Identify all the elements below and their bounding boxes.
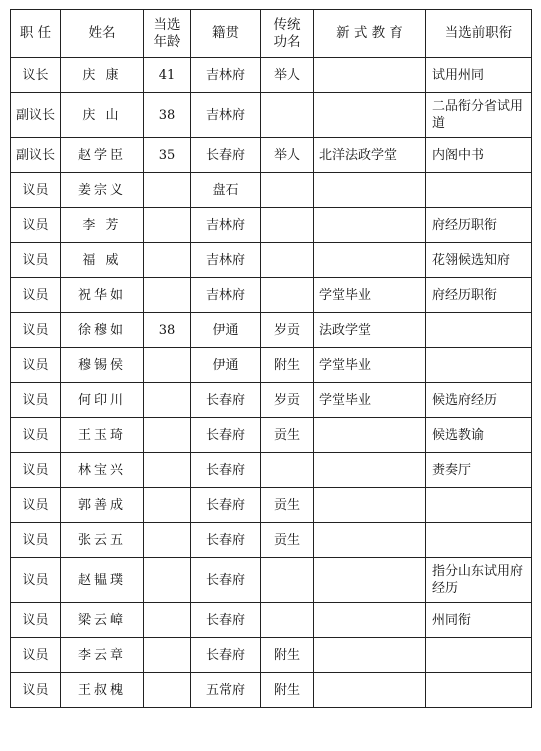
cell-previous-post [426, 488, 532, 523]
cell-native-place: 吉林府 [191, 208, 261, 243]
table-row [11, 558, 532, 603]
header-native-place: 籍贯 [191, 10, 261, 58]
cell-name: 王玉琦 [61, 418, 144, 453]
cell-education [314, 243, 426, 278]
cell-native-place: 吉林府 [191, 93, 261, 138]
cell-name: 李云章 [61, 638, 144, 673]
cell-traditional [261, 603, 314, 638]
cell-position: 议员 [11, 173, 61, 208]
cell-age [144, 243, 191, 278]
table-row [11, 673, 532, 708]
cell-previous-post: 府经历职衔 [426, 208, 532, 243]
cell-education [314, 638, 426, 673]
cell-education [314, 58, 426, 93]
cell-native-place: 长春府 [191, 603, 261, 638]
cell-previous-post: 试用州同 [426, 58, 532, 93]
table-row [11, 638, 532, 673]
table-row [11, 523, 532, 558]
cell-age: 38 [144, 93, 191, 138]
table-row [11, 383, 532, 418]
cell-native-place: 长春府 [191, 523, 261, 558]
cell-traditional: 贡生 [261, 488, 314, 523]
cell-traditional: 附生 [261, 348, 314, 383]
table-row [11, 453, 532, 488]
cell-education [314, 523, 426, 558]
table-row [11, 488, 532, 523]
cell-age [144, 638, 191, 673]
cell-traditional: 举人 [261, 138, 314, 173]
cell-education [314, 603, 426, 638]
cell-native-place: 伊通 [191, 313, 261, 348]
cell-age [144, 488, 191, 523]
table-body [11, 58, 532, 708]
cell-name: 梁云嶂 [61, 603, 144, 638]
header-name: 姓名 [61, 10, 144, 58]
cell-previous-post: 赉奏厅 [426, 453, 532, 488]
cell-position: 议员 [11, 243, 61, 278]
cell-native-place: 伊通 [191, 348, 261, 383]
cell-age [144, 673, 191, 708]
cell-name: 张云五 [61, 523, 144, 558]
cell-age [144, 383, 191, 418]
cell-position: 议长 [11, 58, 61, 93]
cell-native-place: 吉林府 [191, 278, 261, 313]
cell-education: 北洋法政学堂 [314, 138, 426, 173]
cell-name: 林宝兴 [61, 453, 144, 488]
header-traditional-line1: 传统 [273, 16, 301, 33]
cell-traditional [261, 208, 314, 243]
cell-traditional: 岁贡 [261, 313, 314, 348]
cell-name: 庆 康 [61, 58, 144, 93]
table-row [11, 58, 532, 93]
cell-native-place: 长春府 [191, 383, 261, 418]
cell-position: 议员 [11, 523, 61, 558]
cell-name: 李 芳 [61, 208, 144, 243]
cell-age [144, 348, 191, 383]
cell-age [144, 173, 191, 208]
cell-education [314, 173, 426, 208]
cell-position: 议员 [11, 383, 61, 418]
cell-age [144, 418, 191, 453]
cell-position: 议员 [11, 558, 61, 603]
cell-previous-post: 候选府经历 [426, 383, 532, 418]
cell-previous-post: 候选教谕 [426, 418, 532, 453]
cell-traditional: 附生 [261, 673, 314, 708]
cell-previous-post: 府经历职衔 [426, 278, 532, 313]
cell-traditional [261, 558, 314, 603]
cell-traditional: 附生 [261, 638, 314, 673]
table-row [11, 313, 532, 348]
cell-age: 38 [144, 313, 191, 348]
cell-native-place: 长春府 [191, 138, 261, 173]
cell-previous-post: 花翎候选知府 [426, 243, 532, 278]
cell-previous-post [426, 523, 532, 558]
header-traditional [261, 10, 314, 58]
cell-traditional: 贡生 [261, 523, 314, 558]
cell-name: 姜宗义 [61, 173, 144, 208]
cell-name: 郭善成 [61, 488, 144, 523]
cell-previous-post: 州同衔 [426, 603, 532, 638]
cell-education [314, 488, 426, 523]
cell-name: 庆 山 [61, 93, 144, 138]
cell-previous-post [426, 638, 532, 673]
header-previous-post: 当选前职衔 [426, 10, 532, 58]
cell-education [314, 208, 426, 243]
cell-name: 祝华如 [61, 278, 144, 313]
cell-previous-post: 指分山东试用府经历 [426, 558, 532, 603]
cell-previous-post [426, 673, 532, 708]
table-row [11, 138, 532, 173]
cell-native-place: 长春府 [191, 638, 261, 673]
cell-name: 穆锡侯 [61, 348, 144, 383]
cell-name: 徐穆如 [61, 313, 144, 348]
cell-traditional [261, 93, 314, 138]
header-position: 职 任 [11, 10, 61, 58]
cell-position: 议员 [11, 638, 61, 673]
cell-traditional [261, 173, 314, 208]
cell-name: 何印川 [61, 383, 144, 418]
cell-native-place: 长春府 [191, 418, 261, 453]
cell-name: 王叔槐 [61, 673, 144, 708]
cell-education [314, 558, 426, 603]
cell-position: 副议长 [11, 93, 61, 138]
cell-name: 福 威 [61, 243, 144, 278]
cell-previous-post: 内阁中书 [426, 138, 532, 173]
header-age [144, 10, 191, 58]
cell-position: 议员 [11, 418, 61, 453]
header-row [11, 10, 532, 58]
cell-previous-post [426, 348, 532, 383]
cell-position: 副议长 [11, 138, 61, 173]
cell-native-place: 吉林府 [191, 243, 261, 278]
assembly-members-table [10, 9, 532, 708]
cell-previous-post [426, 173, 532, 208]
header-new-education: 新 式 教 育 [314, 10, 426, 58]
cell-traditional: 贡生 [261, 418, 314, 453]
header-age-line1: 当选 [153, 16, 181, 33]
cell-position: 议员 [11, 348, 61, 383]
table-container [10, 9, 532, 708]
header-age-line2: 年龄 [153, 33, 181, 50]
table-row [11, 173, 532, 208]
cell-name: 赵学臣 [61, 138, 144, 173]
cell-previous-post: 二品衔分省试用道 [426, 93, 532, 138]
header-traditional-line2: 功名 [273, 33, 301, 50]
cell-native-place: 长春府 [191, 453, 261, 488]
cell-education [314, 418, 426, 453]
table-row [11, 208, 532, 243]
cell-position: 议员 [11, 278, 61, 313]
cell-position: 议员 [11, 488, 61, 523]
cell-education: 学堂毕业 [314, 348, 426, 383]
table-row [11, 243, 532, 278]
cell-traditional [261, 243, 314, 278]
cell-native-place: 长春府 [191, 558, 261, 603]
cell-native-place: 盘石 [191, 173, 261, 208]
table-row [11, 603, 532, 638]
table-row [11, 348, 532, 383]
cell-native-place: 五常府 [191, 673, 261, 708]
cell-traditional: 岁贡 [261, 383, 314, 418]
cell-traditional [261, 453, 314, 488]
cell-education [314, 93, 426, 138]
cell-age [144, 208, 191, 243]
table-row [11, 93, 532, 138]
cell-age [144, 278, 191, 313]
cell-age [144, 603, 191, 638]
cell-name: 赵韫璞 [61, 558, 144, 603]
cell-education [314, 673, 426, 708]
cell-position: 议员 [11, 453, 61, 488]
cell-position: 议员 [11, 313, 61, 348]
cell-traditional: 举人 [261, 58, 314, 93]
table-row [11, 278, 532, 313]
cell-age [144, 453, 191, 488]
cell-native-place: 长春府 [191, 488, 261, 523]
cell-age [144, 558, 191, 603]
cell-age: 35 [144, 138, 191, 173]
cell-age: 41 [144, 58, 191, 93]
cell-education: 法政学堂 [314, 313, 426, 348]
cell-position: 议员 [11, 603, 61, 638]
cell-position: 议员 [11, 673, 61, 708]
table-row [11, 418, 532, 453]
cell-age [144, 523, 191, 558]
cell-native-place: 吉林府 [191, 58, 261, 93]
cell-education [314, 453, 426, 488]
cell-education: 学堂毕业 [314, 383, 426, 418]
cell-education: 学堂毕业 [314, 278, 426, 313]
cell-previous-post [426, 313, 532, 348]
cell-traditional [261, 278, 314, 313]
cell-position: 议员 [11, 208, 61, 243]
